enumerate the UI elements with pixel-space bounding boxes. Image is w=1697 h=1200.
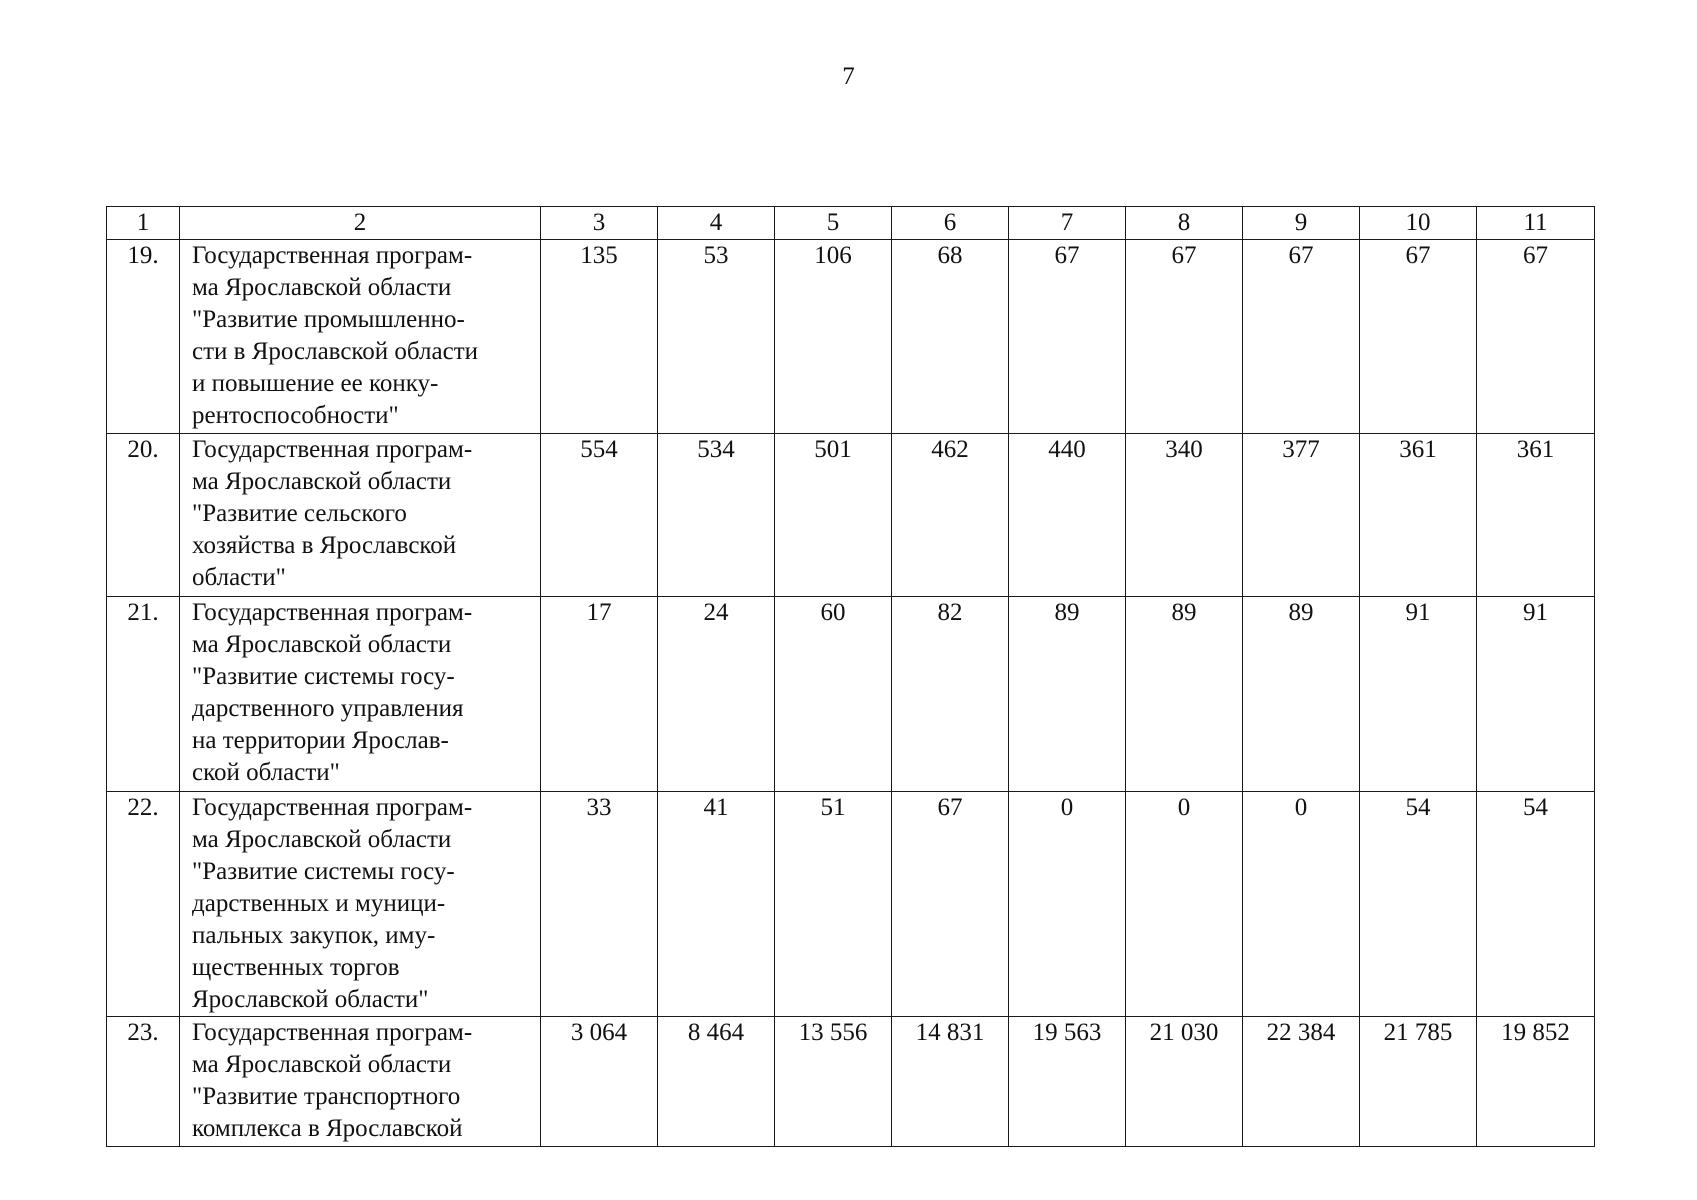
value-cell: 14 831 xyxy=(892,1017,1009,1147)
value-cell: 135 xyxy=(541,240,658,434)
program-name: Государственная програм- ма Ярославской области "Развитие системы госу- дарственных и муници- пальных закупок, иму- щественных торгов Ярославской области" xyxy=(180,792,541,1017)
header-row xyxy=(107,207,1595,240)
value-cell: 67 xyxy=(1243,240,1360,434)
column-header: 2 xyxy=(180,207,541,240)
column-header: 10 xyxy=(1360,207,1477,240)
column-header: 8 xyxy=(1126,207,1243,240)
value-cell: 67 xyxy=(1477,240,1595,434)
column-header: 4 xyxy=(658,207,775,240)
value-cell: 33 xyxy=(541,792,658,1017)
value-cell: 22 384 xyxy=(1243,1017,1360,1147)
value-cell: 340 xyxy=(1126,434,1243,597)
value-cell: 19 563 xyxy=(1009,1017,1126,1147)
row-number: 21. xyxy=(107,597,180,792)
row-number: 22. xyxy=(107,792,180,1017)
table-row xyxy=(107,597,1595,792)
value-cell: 67 xyxy=(1126,240,1243,434)
value-cell: 554 xyxy=(541,434,658,597)
column-header: 1 xyxy=(107,207,180,240)
value-cell: 24 xyxy=(658,597,775,792)
value-cell: 68 xyxy=(892,240,1009,434)
column-header: 9 xyxy=(1243,207,1360,240)
program-name: Государственная програм- ма Ярославской области "Развитие сельского хозяйства в Ярославской области" xyxy=(180,434,541,597)
table-row xyxy=(107,792,1595,1017)
value-cell: 0 xyxy=(1243,792,1360,1017)
value-cell: 0 xyxy=(1009,792,1126,1017)
value-cell: 54 xyxy=(1477,792,1595,1017)
row-number: 20. xyxy=(107,434,180,597)
value-cell: 60 xyxy=(775,597,892,792)
value-cell: 3 064 xyxy=(541,1017,658,1147)
value-cell: 462 xyxy=(892,434,1009,597)
value-cell: 67 xyxy=(1009,240,1126,434)
page-number: 7 xyxy=(842,63,855,90)
column-header: 5 xyxy=(775,207,892,240)
value-cell: 17 xyxy=(541,597,658,792)
value-cell: 67 xyxy=(892,792,1009,1017)
value-cell: 53 xyxy=(658,240,775,434)
value-cell: 106 xyxy=(775,240,892,434)
column-header: 7 xyxy=(1009,207,1126,240)
value-cell: 89 xyxy=(1126,597,1243,792)
value-cell: 377 xyxy=(1243,434,1360,597)
value-cell: 13 556 xyxy=(775,1017,892,1147)
value-cell: 91 xyxy=(1360,597,1477,792)
value-cell: 41 xyxy=(658,792,775,1017)
value-cell: 82 xyxy=(892,597,1009,792)
table-row xyxy=(107,240,1595,434)
value-cell: 0 xyxy=(1126,792,1243,1017)
value-cell: 21 785 xyxy=(1360,1017,1477,1147)
value-cell: 501 xyxy=(775,434,892,597)
table-row xyxy=(107,1017,1595,1147)
program-name: Государственная програм- ма Ярославской области "Развитие промышленно- сти в Ярославской области и повышение ее конку- рентоспособности" xyxy=(180,240,541,434)
table-row xyxy=(107,434,1595,597)
program-name: Государственная програм- ма Ярославской области "Развитие транспортного комплекса в Ярославской xyxy=(180,1017,541,1147)
column-header: 6 xyxy=(892,207,1009,240)
column-header: 11 xyxy=(1477,207,1595,240)
value-cell: 440 xyxy=(1009,434,1126,597)
value-cell: 19 852 xyxy=(1477,1017,1595,1147)
program-name: Государственная програм- ма Ярославской области "Развитие системы госу- дарственного управления на территории Ярослав- ской области" xyxy=(180,597,541,792)
value-cell: 91 xyxy=(1477,597,1595,792)
value-cell: 534 xyxy=(658,434,775,597)
value-cell: 361 xyxy=(1360,434,1477,597)
row-number: 23. xyxy=(107,1017,180,1147)
value-cell: 51 xyxy=(775,792,892,1017)
value-cell: 8 464 xyxy=(658,1017,775,1147)
budget-table xyxy=(106,206,1595,1147)
value-cell: 67 xyxy=(1360,240,1477,434)
column-header: 3 xyxy=(541,207,658,240)
value-cell: 89 xyxy=(1009,597,1126,792)
value-cell: 89 xyxy=(1243,597,1360,792)
row-number: 19. xyxy=(107,240,180,434)
value-cell: 21 030 xyxy=(1126,1017,1243,1147)
value-cell: 361 xyxy=(1477,434,1595,597)
value-cell: 54 xyxy=(1360,792,1477,1017)
